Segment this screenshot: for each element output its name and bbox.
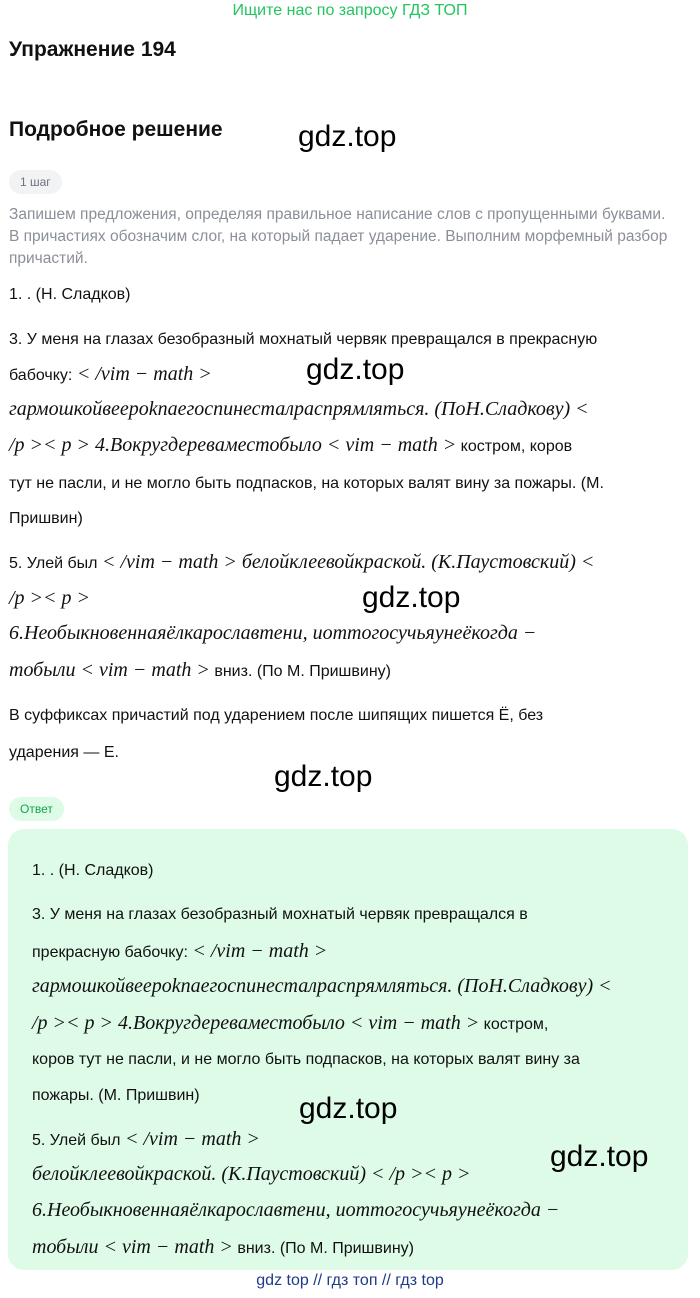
answer-line [32, 1012, 548, 1035]
answer-line [32, 1128, 260, 1151]
solution-line [9, 551, 594, 574]
watermark: gdz.top [550, 1140, 649, 1173]
rule-text: ударения — Е. [9, 744, 119, 761]
watermark: gdz.top [274, 760, 373, 793]
answer-text: вниз. (По М. Пришвину) [237, 1240, 414, 1257]
step-badge: 1 шаг [9, 170, 62, 194]
watermark: gdz.top [306, 353, 405, 386]
page-title: Упражнение 194 [9, 38, 176, 61]
answer-text: прекрасную бабочку: [32, 944, 188, 961]
solution-math: /p >< p > 4.Вокругдеревaместобыло < vim − math > [9, 434, 457, 456]
solution-math-line: 6.Необыкновеннаяёлкарославтени, иоттогосучьяунеёкогда − [9, 622, 537, 644]
solution-math: < /vim − math > белойклеевойкраской. (К.Паустовский) < [101, 551, 595, 573]
solution-math: < /vim − math > [76, 363, 212, 385]
intro-text: Запишем предложения, определяя правильное написание слов с пропущенными буквами. В причастиях обозначим слог, на который падает ударение. Выполним морфемный разбор причастий. [9, 206, 668, 267]
answer-line: 1. . (Н. Сладков) [32, 862, 154, 879]
answer-line: коров тут не пасли, и не могло быть подпасков, на которых валят вину за [32, 1051, 580, 1068]
solution-line: 3. У меня на глазах безобразный мохнатый червяк превращался в прекрасную [9, 331, 598, 348]
footer-links: gdz top // гдз топ // гдз top [256, 1272, 444, 1289]
top-banner: Ищите нас по запросу ГДЗ ТОП [232, 2, 468, 19]
watermark: gdz.top [299, 1092, 398, 1125]
answer-badge: Ответ [9, 797, 64, 821]
answer-math-line: 6.Необыкновеннаяёлкарославтени, иоттогосучьяунеёкогда − [32, 1199, 560, 1221]
answer-math: < /vim − math > [124, 1128, 260, 1150]
answer-text: костром, [483, 1016, 549, 1033]
answer-line [32, 940, 327, 963]
answer-math-line: белойклеевойкраской. (К.Паустовский) < /p >< p > [32, 1163, 471, 1185]
answer-line: 3. У меня на глазах безобразный мохнатый червяк превращался в [32, 906, 528, 923]
watermark: gdz.top [362, 581, 461, 614]
solution-line: 1. . (Н. Сладков) [9, 286, 131, 303]
answer-math-line: гармошкойвеероknaегоспинесталраспрямляться. (ПоН.Сладкову) < [32, 975, 612, 997]
answer-math: < /vim − math > [192, 940, 328, 962]
section-title: Подробное решение [9, 118, 223, 141]
answer-line: пожары. (М. Пришвин) [32, 1087, 200, 1104]
answer-line [32, 1236, 414, 1259]
solution-line: тут не пасли, и не могло быть подпасков, на которых валят вину за пожары. (М. [9, 475, 604, 492]
solution-line: Пришвин) [9, 510, 83, 527]
solution-text: 5. Улей был [9, 555, 98, 572]
answer-text: 5. Улей был [32, 1132, 121, 1149]
answer-math: /p >< p > 4.Вокругдеревaместобыло < vim − math > [32, 1012, 480, 1034]
rule-text: В суффиксах причастий под ударением после шипящих пишется Ё, без [9, 707, 544, 724]
solution-math: тобыли < vim − math > [9, 659, 210, 681]
solution-math-line: /p >< p > [9, 587, 91, 609]
answer-math: тобыли < vim − math > [32, 1236, 233, 1258]
watermark: gdz.top [298, 120, 397, 153]
solution-text: костром, коров [460, 438, 573, 455]
solution-text: бабочку: [9, 367, 73, 384]
solution-text: вниз. (По М. Пришвину) [214, 663, 391, 680]
solution-math-line: гармошкойвеероknaегоспинесталраспрямляться. (ПоН.Сладкову) < [9, 398, 589, 420]
solution-line [9, 434, 572, 457]
solution-line [9, 659, 391, 682]
solution-line [9, 363, 212, 386]
